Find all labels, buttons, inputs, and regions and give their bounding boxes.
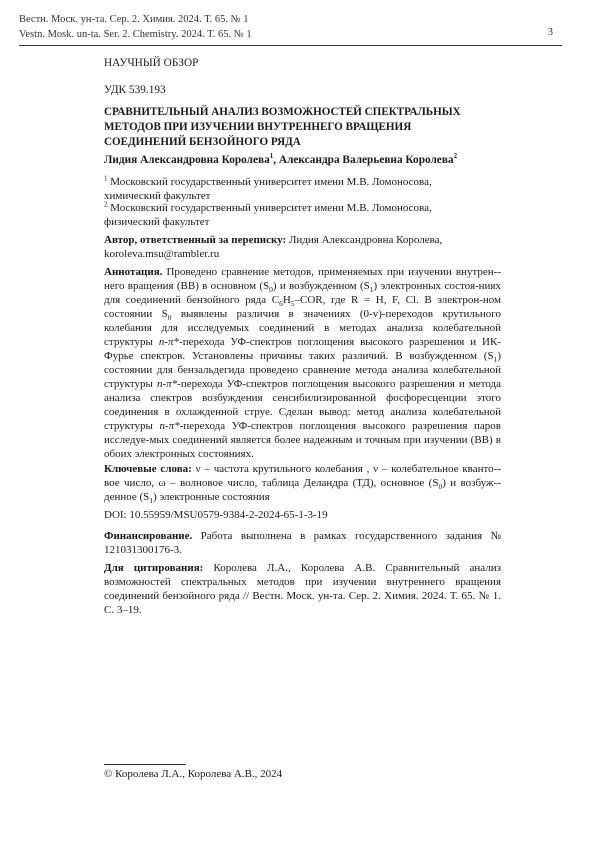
affiliation-line: химический факультет — [104, 190, 211, 202]
header-divider — [19, 45, 562, 46]
title-line: МЕТОДОВ ПРИ ИЗУЧЕНИИ ВНУТРЕННЕГО ВРАЩЕНИЯ — [104, 120, 412, 133]
affiliation-line: Московский государственный университет имени М.В. Ломоносова, — [107, 202, 432, 214]
funding-text: Работа выполнена в рамках государственного задания № 121031300176-3. — [104, 530, 501, 556]
abstract-text: -перехода УФ-спектров поглощения высокого разрешения паров исследуе-мых соединений является более надежным и точным при изучении (ВВ) в обоих электронных состояниях. — [104, 420, 501, 460]
transition-symbol: n-π* — [156, 378, 178, 390]
abstract-text: -перехода УФ-спектров поглощения высокого разрешения и ИК-Фурье спектров. Установлены причины таких различий. В возбужденном (S — [104, 336, 502, 362]
subscript: 0 — [167, 313, 172, 323]
author-name: Лидия Александровна Королева — [104, 154, 270, 166]
funding — [104, 529, 501, 557]
keywords-label: Ключевые слова: — [104, 463, 192, 475]
author-separator: , — [273, 154, 279, 166]
abstract-text: ) электронных состоя-ниях для соединений бензойного ряда C — [104, 280, 501, 306]
affiliation-line: физический факультет — [104, 216, 210, 228]
title-line: СРАВНИТЕЛЬНЫЙ АНАЛИЗ ВОЗМОЖНОСТЕЙ СПЕКТРАЛЬНЫХ — [104, 106, 461, 118]
keywords — [104, 462, 501, 504]
abstract-text: –COR, где R = H, F, Cl. В электрон-ном состоянии S — [104, 294, 502, 320]
subscript: 0 — [269, 285, 273, 295]
subscript: 1 — [149, 496, 154, 506]
citation-label: Для цитирования: — [104, 562, 204, 574]
copyright: © Королева Л.А., Королева А.В., 2024 — [104, 768, 283, 780]
keywords-text: ) электронные состояния — [153, 491, 270, 503]
affiliation — [104, 201, 432, 229]
affiliation-marker: 2 — [453, 152, 458, 161]
corresponding-email[interactable]: koroleva.msu@rambler.ru — [104, 248, 220, 260]
abstract-text: ) состоянии для бензальдегида проведено сравнение метода анализа колебательной структуры — [104, 350, 501, 390]
keywords-text: ) и возбуж-денное (S — [104, 477, 501, 503]
abstract-text: H — [282, 294, 291, 306]
transition-symbol: n-π* — [159, 420, 180, 432]
journal-title-en: Vestn. Mosk. un-ta. Ser. 2. Chemistry. 2024. T. 65. № 1 — [19, 29, 252, 40]
abstract-text: выявлены различия в значениях (0-v)-переходов крутильного колебания для исследуемых соединений в методах анализа колебательной структуры — [104, 308, 501, 348]
subscript: 5 — [290, 299, 295, 309]
subscript: 0 — [438, 482, 443, 492]
corresponding-label: Автор, ответственный за переписку: — [104, 234, 287, 246]
affiliation-marker: 1 — [269, 152, 274, 161]
udk-code: УДК 539.193 — [104, 84, 166, 96]
subscript: 1 — [369, 285, 374, 295]
affiliation-marker: 2 — [104, 200, 108, 209]
abstract-text: -перехода УФ-спектров поглощения высокого разрешения и метода анализа спектров возбуждения сенсибилизированной фосфоресценции этого соединения в охлажденной струе. Сделан вывод: метод анализа колебательной структуры — [104, 378, 502, 432]
abstract — [104, 265, 501, 461]
article-rubric: НАУЧНЫЙ ОБЗОР — [104, 57, 199, 69]
page-number: 3 — [547, 27, 553, 38]
corresponding-name: Лидия Александровна Королева, — [286, 234, 443, 246]
affiliation — [104, 175, 432, 203]
funding-label: Финансирование. — [104, 530, 193, 542]
title-line: СОЕДИНЕНИЙ БЕНЗОЙНОГО РЯДА — [104, 135, 301, 148]
subscript: 1 — [493, 355, 498, 365]
citation-text: Королева Л.А., Королева А.В. Сравнительный анализ возможностей спектральных методов при изучении внутреннего вращения соединений бензойного ряда // Вестн. Моск. ун-та. Сер. 2. Химия. 2024. Т. 65. № 1. С. 3–19. — [104, 562, 502, 616]
affiliation-line: Московский государственный университет имени М.В. Ломоносова, — [107, 176, 432, 188]
abstract-label: Аннотация. — [104, 266, 163, 278]
transition-symbol: n-π* — [158, 336, 180, 348]
footnote-divider — [104, 764, 186, 765]
citation — [104, 561, 501, 617]
article-title — [104, 105, 501, 149]
author-name: Александра Валерьевна Королева — [278, 154, 454, 166]
keywords-text: ν – частота крутильного колебания , ν – колебательное кванто-вое число, ω – волновое число, таблица Деландра (ТД), основное (S — [104, 463, 502, 489]
running-header — [19, 12, 252, 42]
author-list — [104, 154, 457, 166]
affiliation-marker: 1 — [104, 174, 108, 183]
abstract-text: ) и возбужденном (S — [272, 280, 370, 292]
abstract-text: Проведено сравнение методов, применяемых при изучении внутрен-него вращения (ВВ) в основном (S — [104, 266, 501, 292]
doi[interactable]: DOI: 10.55959/MSU0579-9384-2-2024-65-1-3-19 — [104, 509, 328, 521]
subscript: 6 — [279, 299, 283, 309]
journal-title-ru: Вестн. Моск. ун-та. Сер. 2. Химия. 2024. Т. 65. № 1 — [19, 14, 249, 25]
corresponding-author — [104, 233, 501, 261]
